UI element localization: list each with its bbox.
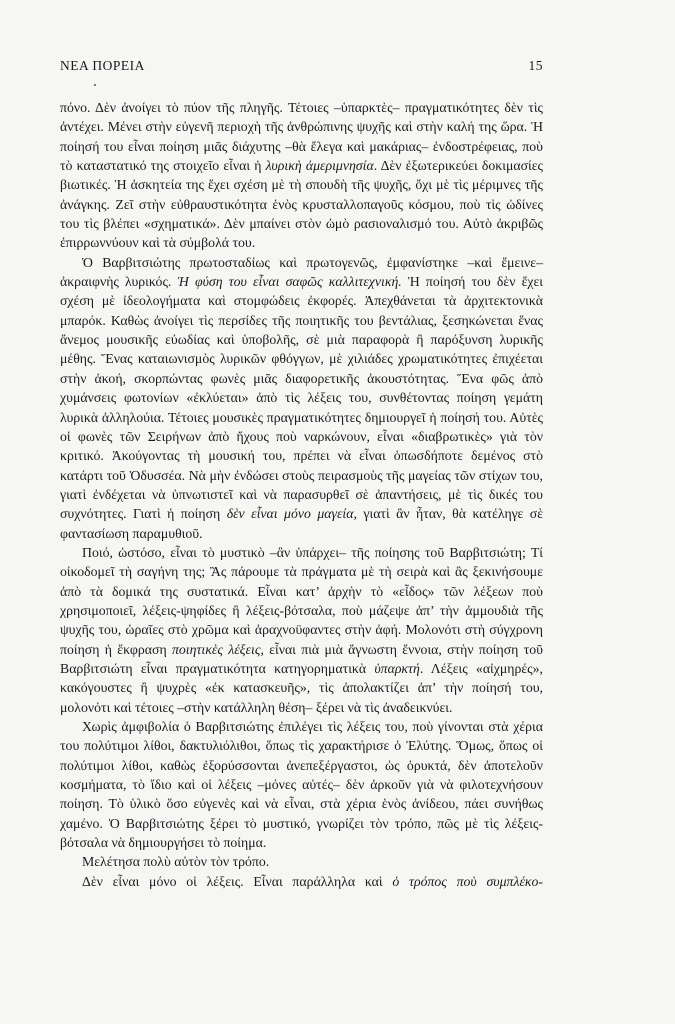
text-run: Δὲν εἶναι μόνο οἱ λέξεις. Εἶναι παράλληλα καὶ (82, 873, 393, 889)
paragraph-5 (60, 852, 543, 871)
italic-phrase: ὑπαρκτή (374, 660, 420, 676)
text-run: Μελέτησα πολὺ αὐτὸν τὸν τρόπο. (82, 854, 270, 870)
margin-mark (94, 84, 96, 86)
text-run: Ποιό, ὡστόσο, εἶναι τὸ μυστικὸ –ἂν ὑπάρχει– τῆς ποίησης τοῦ Βαρβιτσιώτη; Τί οἰκοδομεῖ τὴ σαγήνη της; Ἂς πάρουμε τὰ πράγματα μὲ τὴ σειρὰ καὶ ἂς ξεκινήσουμε ἀπὸ τὰ δομικά της συστατικά. Εἶναι κατ’ ἀρχὴν τὸ «εἶδος» τῶν λέξεων ποὺ χρησιμοποιεῖ, λέξεις-ψηφίδες ἢ λέξεις-βότσαλα, ποὺ μάζεψε ἀπ’ τὴν ἀμμουδιὰ τῆς ψυχῆς του, ὡραῖες στὸ χρῶμα καὶ ἀραχνοϋφαντες στὴν ἀφή. Μολονότι στὴ σύγχρονη ποίηση ἡ ἔκφραση (60, 544, 543, 657)
page-number: 15 (528, 58, 543, 73)
paragraph-6 (60, 872, 543, 891)
article-body (60, 98, 543, 891)
text-run: πόνο. Δὲν ἀνοίγει τὸ πύον τῆς πληγῆς. Τέτοιες –ὑπαρκτὲς– πραγματικότητες δὲν τὶς ἀντέχει. Μένει στὴν εὐγενῆ περιοχὴ τῆς ἀνθρώπινης ψυχῆς καὶ στὴν καλή της ὥρα. Ἡ ποίησή του εἶναι ποίηση μιᾶς διάχυτης –θὰ ἔλεγα καὶ μακάριας– ἐνδοστρέφειας, ποὺ τὸ καταστατικό της στοιχεῖο εἶναι ἡ (60, 100, 543, 174)
text-run: , γιατὶ ἂν ἦταν, θὰ κατέληγε σὲ φαντασίωση παραμυθιοῦ. (60, 506, 543, 541)
text-run: Ὁ Βαρβιτσιώτης πρωτοσταδίως καὶ πρωτογενῶς, ἐμφανίστηκε –καὶ ἔμεινε– ἀκραιφνὴς λυρικός. (60, 254, 543, 290)
italic-phrase: Ἡ φύση του εἶναι σαφῶς καλλιτεχνική. (177, 274, 402, 290)
text-run: Ἡ ποίησή του δὲν ἔχει σχέση μὲ ἰδεολογήματα καὶ στομφώδεις ἐκφορές. Ἀπεχθάνεται τὰ ἀρχιτεκτονικὰ μπαρόκ. Καθὼς ἀνοίγει τὶς περσίδες τῆς ποιητικῆς του βεντάλιας, ξεσηκώνεται ἕνας ἄνεμος μουσικῆς εὐωδίας καὶ ὑποβολῆς, σὲ μιὰ παραφορὰ ἢ παρόξυνση λυρικῆς μέθης. Ἕνας καταιωνισμὸς λυρικῶν φθόγγων, μὲ χιλιάδες χρωματικότητες ἐπιχέεται στὴν ἀκοή, σκορπώντας φωνὲς μιᾶς διαφορετικῆς ἀκουστότητας. Ἕνα φῶς ἀπὸ χυμάνσεις φωτονίων «ἐκλύεται» ἀπὸ τὶς λέξεις του, συνθέτοντας ποίηση γεμάτη λυρικὰ ἀλληλούια. Τέτοιες μουσικὲς πραγματικότητες δημιουργεῖ ἡ ποίησή του. Αὐτὲς οἱ φωνὲς τῶν Σειρήνων ἀπὸ ἤχους ποὺ ναρκώνουν, εἶναι «διαβρωτικὲς» γιὰ τὸν κριτικό. Ἀκούγοντας τὴ μουσική του, πρέπει νὰ εἶναι ὁπωσδήποτε δεμένος στὸ κατάρτι τοῦ Ὀδυσσέα. Νὰ μὴν ἐνδώσει στοὺς πειρασμοὺς τῆς μαγείας τῶν στίχων του, γιατὶ ἐνδέχεται νὰ ὑπνωτιστεῖ καὶ νὰ παρασυρθεῖ σὲ ἀπαντήσεις, μὲ τὶς δικές του συχνότητες. Γιατὶ ἡ ποίηση (60, 274, 543, 522)
text-run: . Λέξεις «αἰχμηρές», κακόγουστες ἢ ψυχρὲς «ἐκ κατασκευῆς», τὶς ἀπολακτίζει ἀπ’ τὴν ποίησή του, μολονότι καὶ τέτοιες –στὴν κατάλληλη θέση– ξέρει νὰ τὶς ἀναδεικνύει. (60, 660, 543, 715)
paragraph-3 (60, 543, 543, 717)
paragraph-4 (60, 717, 543, 852)
italic-phrase: λυρικὴ ἀμεριμνησία (265, 158, 374, 174)
running-header (60, 58, 543, 74)
italic-phrase: δὲν εἶναι μόνο μαγεία (226, 506, 354, 522)
italic-phrase: ὁ τρόπος ποὺ συμπλέκο- (392, 873, 543, 889)
paragraph-2 (60, 253, 543, 543)
text-run: Χωρὶς ἀμφιβολία ὁ Βαρβιτσιώτης ἐπιλέγει τὶς λέξεις του, ποὺ γίνονται στὰ χέρια του πολύτιμοι λίθοι, δακτυλιόλιθοι, ὅπως τὶς χαρακτήρισε ὁ Ἐλύτης. Ὅμως, ὅπως οἱ πολύτιμοι λίθοι, καθὼς ἐξορύσσονται ἀνεπεξέργαστοι, ὡς ὀρυκτά, δὲν ἀποτελοῦν κοσμήματα, τὸ ἴδιο καὶ οἱ λέξεις –μόνες αὐτές– δὲν ἀρκοῦν γιὰ νὰ φιλοτεχνήσουν ποίηση. Τὸ ὑλικὸ ὅσο εὐγενὲς καὶ νὰ εἶναι, στὰ χέρια ἑνὸς ἀνίδεου, πάει συνήθως χαμένο. Ὁ Βαρβιτσιώτης ξέρει τὸ μυστικό, γνωρίζει τὸν τρόπο, πῶς μὲ τὶς λέξεις-βότσαλα νὰ δημιουργήσει τὸ ποίημα. (60, 719, 543, 851)
text-run: . Δὲν ἐξωτερικεύει δοκιμασίες βιωτικές. Ἡ ἀσκητεία της ἔχει σχέση μὲ τὴ σπουδὴ τῆς ψυχῆς, ὄχι μὲ τὶς μέριμνες τῆς ἀνάγκης. Ζεῖ στὴν εὐθραυστικότητα ἑνὸς κρυσταλλοπαγοῦς κόσμου, ποὺ τὶς ὠδίνες του τὶς βλέπει «σχηματικά». Δὲν μπαίνει στὸν ὠμὸ ρασιοναλισμό του. Αὐτὸ ἀκριβῶς ἐπιρρωννύουν καὶ τὰ σύμβολά του. (60, 158, 543, 251)
italic-phrase: ποιητικὲς λέξεις (172, 641, 261, 657)
text-run: , εἶναι πιὰ μιὰ ἄγνωστη ἔννοια, στὴν ποίηση τοῦ Βαρβιτσιώτη εἶναι πραγματικότητα κατηγορηματικὰ (60, 641, 543, 676)
paragraph-1 (60, 98, 543, 253)
journal-title: ΝΕΑ ΠΟΡΕΙΑ (60, 58, 145, 73)
